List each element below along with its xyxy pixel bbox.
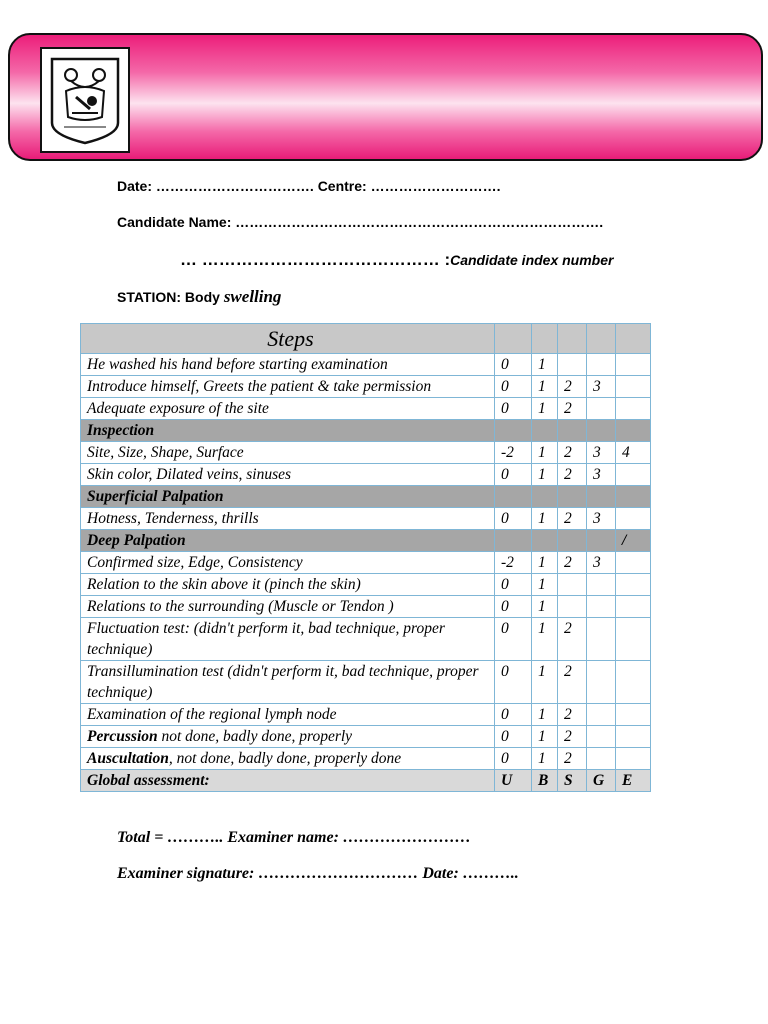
score-cell[interactable]: 3	[587, 376, 616, 398]
table-row	[81, 618, 651, 661]
header-banner	[8, 33, 763, 161]
score-cell[interactable]: 1	[532, 398, 558, 420]
step-text: Global assessment:	[87, 772, 210, 789]
table-header-row	[81, 324, 651, 354]
score-cell[interactable]: 0	[495, 618, 532, 661]
date-centre-line	[117, 178, 500, 194]
score-cell[interactable]	[495, 530, 532, 552]
score-cell[interactable]	[616, 704, 651, 726]
step-text: Superficial Palpation	[87, 488, 224, 505]
footer-date-label: Date:	[422, 865, 459, 882]
date-label: Date:	[117, 178, 153, 194]
score-cell[interactable]: 1	[532, 661, 558, 704]
step-description	[81, 748, 495, 770]
candidate-index-field[interactable]: … …………………………………… :	[180, 250, 451, 269]
score-cell[interactable]	[616, 726, 651, 748]
score-cell[interactable]: 2	[558, 704, 587, 726]
score-cell[interactable]: 1	[532, 596, 558, 618]
score-cell[interactable]: -2	[495, 552, 532, 574]
step-text: Relations to the surrounding (Muscle or Tendon )	[87, 598, 394, 615]
score-cell[interactable]: 1	[532, 354, 558, 376]
table-row	[81, 574, 651, 596]
score-cell[interactable]	[616, 464, 651, 486]
step-text: He washed his hand before starting examination	[87, 356, 388, 373]
station-topic: swelling	[223, 287, 282, 306]
score-cell[interactable]: 1	[532, 464, 558, 486]
score-cell[interactable]: 0	[495, 398, 532, 420]
score-header-cell	[558, 324, 587, 354]
step-description	[81, 661, 495, 704]
score-cell[interactable]: 1	[532, 618, 558, 661]
step-description	[81, 726, 495, 748]
score-cell[interactable]	[616, 420, 651, 442]
score-cell[interactable]: 2	[558, 508, 587, 530]
score-cell[interactable]: E	[616, 770, 651, 792]
score-cell[interactable]: -2	[495, 442, 532, 464]
score-cell[interactable]	[616, 574, 651, 596]
step-text: Confirmed size, Edge, Consistency	[87, 554, 303, 571]
candidate-name-field[interactable]: …………………………………………………………………….	[231, 214, 604, 230]
score-cell[interactable]	[616, 398, 651, 420]
step-text: Hotness, Tenderness, thrills	[87, 510, 259, 527]
crest-icon	[46, 53, 124, 147]
table-row	[81, 552, 651, 574]
score-cell[interactable]	[616, 661, 651, 704]
step-text: not done, badly done, properly	[157, 728, 353, 745]
examiner-name-label: Examiner name:	[227, 829, 339, 846]
table-row	[81, 508, 651, 530]
step-keyword: Auscultation	[87, 750, 169, 767]
score-cell[interactable]	[587, 704, 616, 726]
score-cell[interactable]	[587, 596, 616, 618]
score-cell[interactable]: 1	[532, 552, 558, 574]
score-cell[interactable]	[616, 354, 651, 376]
score-cell[interactable]: 1	[532, 508, 558, 530]
step-text: Examination of the regional lymph node	[87, 706, 337, 723]
candidate-index-line	[180, 250, 613, 270]
score-cell[interactable]	[558, 486, 587, 508]
score-cell[interactable]: B	[532, 770, 558, 792]
score-cell[interactable]: 0	[495, 704, 532, 726]
score-cell[interactable]	[587, 530, 616, 552]
signature-date-line	[117, 865, 519, 883]
score-header-cell	[495, 324, 532, 354]
table-row	[81, 704, 651, 726]
score-cell[interactable]	[616, 486, 651, 508]
step-description	[81, 704, 495, 726]
candidate-index-label: Candidate index number	[450, 252, 614, 268]
step-text: Skin color, Dilated veins, sinuses	[87, 466, 292, 483]
signature-label: Examiner signature:	[117, 865, 255, 882]
total-label: Total	[117, 829, 151, 846]
score-cell[interactable]	[532, 486, 558, 508]
score-cell[interactable]: 0	[495, 464, 532, 486]
score-cell[interactable]	[616, 596, 651, 618]
total-field[interactable]: = ………..	[150, 829, 228, 846]
total-examiner-line	[117, 829, 471, 847]
score-cell[interactable]: 0	[495, 354, 532, 376]
step-description	[81, 398, 495, 420]
score-cell[interactable]	[558, 530, 587, 552]
score-cell[interactable]	[587, 748, 616, 770]
score-cell[interactable]: 1	[532, 442, 558, 464]
score-cell[interactable]	[616, 508, 651, 530]
station-line	[117, 287, 281, 307]
table-row	[81, 376, 651, 398]
step-keyword: Percussion	[87, 728, 158, 745]
candidate-name-label: Candidate Name:	[117, 214, 232, 230]
score-cell[interactable]: 0	[495, 726, 532, 748]
faculty-crest-logo	[40, 47, 130, 153]
score-cell[interactable]: 0	[495, 661, 532, 704]
score-cell[interactable]: 0	[495, 508, 532, 530]
table-row	[81, 354, 651, 376]
step-text: Adequate exposure of the site	[87, 400, 269, 417]
step-description	[81, 442, 495, 464]
score-cell[interactable]: U	[495, 770, 532, 792]
score-cell[interactable]	[495, 486, 532, 508]
checklist-table	[80, 323, 651, 792]
examiner-name-field[interactable]: ……………………	[338, 829, 471, 846]
section-row	[81, 530, 651, 552]
step-text: Inspection	[87, 422, 155, 439]
section-row	[81, 420, 651, 442]
score-cell[interactable]: 2	[558, 442, 587, 464]
score-cell[interactable]	[616, 618, 651, 661]
score-cell[interactable]	[532, 420, 558, 442]
signature-field[interactable]: …………………………	[254, 865, 423, 882]
footer-date-field[interactable]: ………..	[458, 865, 519, 882]
candidate-name-line	[117, 214, 603, 230]
step-text: Relation to the skin above it (pinch the skin)	[87, 576, 361, 593]
score-cell[interactable]	[616, 552, 651, 574]
score-cell[interactable]: 2	[558, 661, 587, 704]
table-row	[81, 596, 651, 618]
step-description	[81, 530, 495, 552]
step-description	[81, 552, 495, 574]
score-cell[interactable]	[587, 354, 616, 376]
score-cell[interactable]	[558, 574, 587, 596]
score-cell[interactable]: 4	[616, 442, 651, 464]
score-header-cell	[532, 324, 558, 354]
score-cell[interactable]	[616, 376, 651, 398]
score-cell[interactable]: 1	[532, 748, 558, 770]
score-cell[interactable]	[558, 420, 587, 442]
table-row	[81, 661, 651, 704]
score-cell[interactable]: G	[587, 770, 616, 792]
score-cell[interactable]	[616, 748, 651, 770]
score-cell[interactable]: 1	[532, 704, 558, 726]
global-assessment-row	[81, 770, 651, 792]
score-cell[interactable]: 2	[558, 376, 587, 398]
score-cell[interactable]: 0	[495, 574, 532, 596]
score-cell[interactable]: 1	[532, 574, 558, 596]
step-text: Site, Size, Shape, Surface	[87, 444, 244, 461]
score-cell[interactable]: 2	[558, 398, 587, 420]
centre-label: Centre:	[317, 178, 367, 194]
score-cell[interactable]: 0	[495, 376, 532, 398]
step-description	[81, 354, 495, 376]
step-text: Transillumination test (didn't perform it, bad technique, proper technique)	[87, 663, 479, 701]
score-cell[interactable]: 3	[587, 464, 616, 486]
score-cell[interactable]: 0	[495, 596, 532, 618]
table-row	[81, 398, 651, 420]
score-cell[interactable]	[587, 661, 616, 704]
step-text: Deep Palpation	[87, 532, 186, 549]
score-cell[interactable]	[587, 420, 616, 442]
score-cell[interactable]	[558, 354, 587, 376]
section-row	[81, 486, 651, 508]
score-cell[interactable]: 3	[587, 508, 616, 530]
score-cell[interactable]: 2	[558, 464, 587, 486]
score-cell[interactable]	[532, 530, 558, 552]
step-description	[81, 574, 495, 596]
score-cell[interactable]: 2	[558, 748, 587, 770]
score-cell[interactable]: 1	[532, 726, 558, 748]
score-cell[interactable]	[587, 486, 616, 508]
score-cell[interactable]: 2	[558, 726, 587, 748]
score-cell[interactable]	[587, 574, 616, 596]
score-cell[interactable]	[587, 618, 616, 661]
score-cell[interactable]: 3	[587, 442, 616, 464]
table-row	[81, 748, 651, 770]
score-cell[interactable]: 2	[558, 618, 587, 661]
score-cell[interactable]: 2	[558, 552, 587, 574]
step-description	[81, 770, 495, 792]
step-description	[81, 420, 495, 442]
step-description	[81, 376, 495, 398]
station-label: STATION: Body	[117, 289, 224, 305]
step-description	[81, 464, 495, 486]
score-cell[interactable]: S	[558, 770, 587, 792]
score-cell[interactable]: 3	[587, 552, 616, 574]
table-row	[81, 726, 651, 748]
score-cell[interactable]	[495, 420, 532, 442]
score-cell[interactable]	[587, 726, 616, 748]
score-cell[interactable]: 0	[495, 748, 532, 770]
score-cell[interactable]: /	[616, 530, 651, 552]
table-row	[81, 464, 651, 486]
score-cell[interactable]	[587, 398, 616, 420]
step-description	[81, 486, 495, 508]
score-cell[interactable]	[558, 596, 587, 618]
steps-header: Steps	[81, 324, 495, 354]
score-cell[interactable]: 1	[532, 376, 558, 398]
date-field[interactable]: …………………………….	[152, 178, 318, 194]
centre-field[interactable]: ……………………….	[366, 178, 501, 194]
step-text: Introduce himself, Greets the patient & take permission	[87, 378, 432, 395]
score-header-cell	[587, 324, 616, 354]
step-description	[81, 596, 495, 618]
table-row	[81, 442, 651, 464]
step-text: Fluctuation test: (didn't perform it, bad technique, proper technique)	[87, 620, 445, 658]
score-header-cell	[616, 324, 651, 354]
step-description	[81, 618, 495, 661]
step-description	[81, 508, 495, 530]
step-text: , not done, badly done, properly done	[168, 750, 402, 767]
